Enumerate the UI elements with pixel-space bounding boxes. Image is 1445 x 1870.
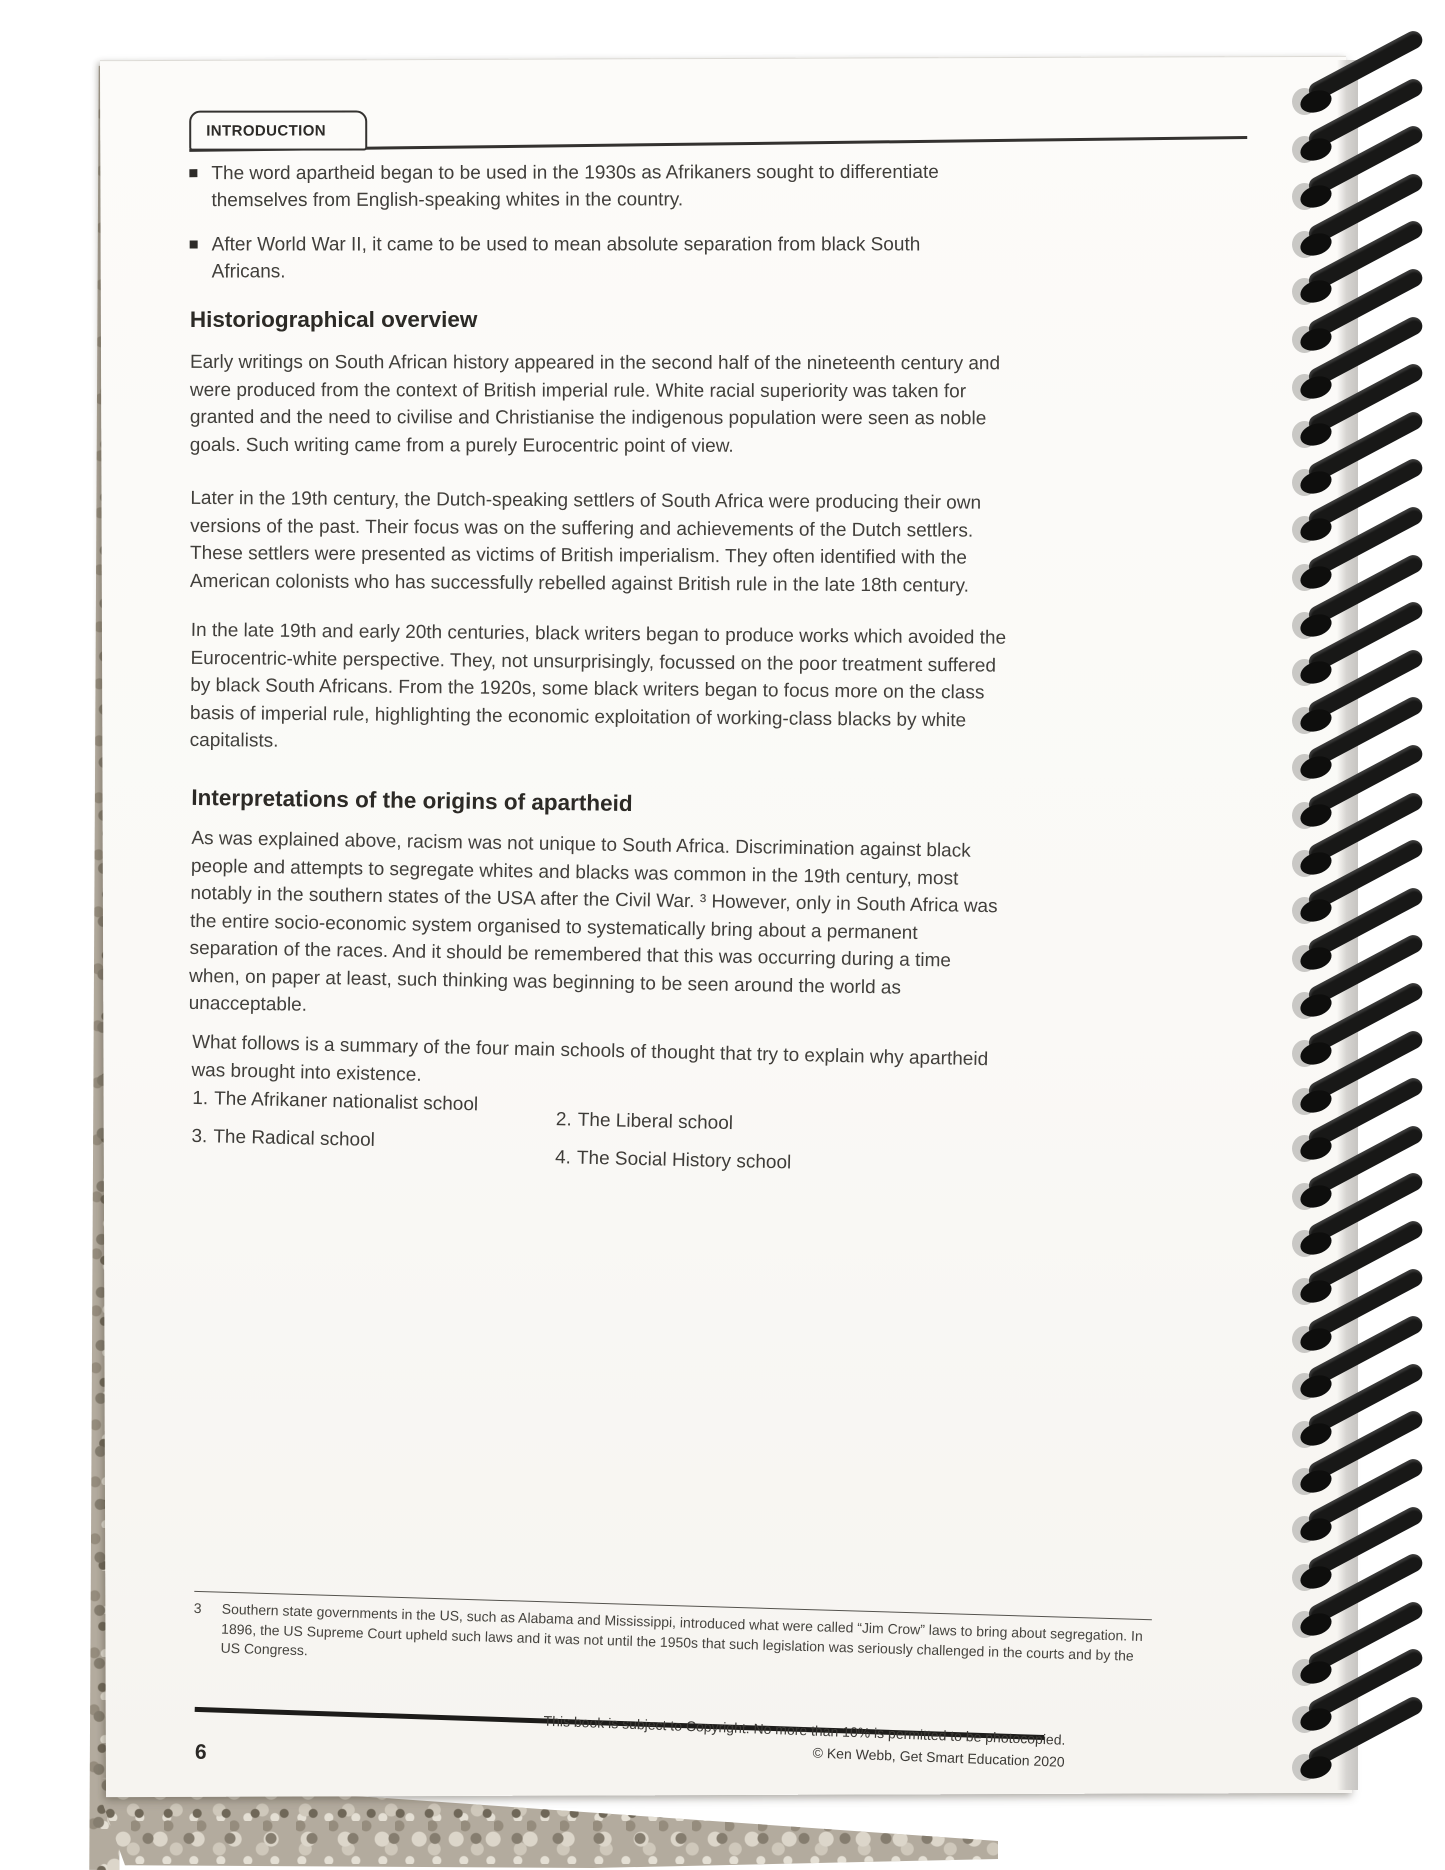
paragraph: Later in the 19th century, the Dutch-speaking settlers of South Africa were producing their own versions of the past. Their focus was on the suffering and achievements of the Dutch settlers. These settlers were presented as victims of British imperialism. They often identified with the American colonists who has successfully rebelled against British rule in the late 18th century. xyxy=(189,487,982,597)
copyright-notice xyxy=(517,1710,1066,1773)
spiral-coil xyxy=(1292,1730,1445,1790)
schools-of-thought-list xyxy=(191,1088,1113,1199)
list-number: 1. xyxy=(192,1087,209,1110)
footnote-text: Southern state governments in the US, such as Alabama and Mississippi, introduced what were called “Jim Crow” laws to bring about segregation. In 1896, the US Supreme Court upheld such laws and it was not until the 1950s that such legislation was seriously challenged in the courts and by the US Congress. xyxy=(220,1600,1143,1664)
section-heading-interpretations: Interpretations of the origins of apartheid xyxy=(191,784,633,817)
paragraph: What follows is a summary of the four main schools of thought that try to explain why apartheid was brought into existence. xyxy=(191,1031,989,1086)
list-text: The Radical school xyxy=(213,1126,376,1152)
list-number: 2. xyxy=(555,1109,573,1131)
list-number: 3. xyxy=(191,1125,208,1148)
list-item xyxy=(556,1109,734,1135)
paragraph: In the late 19th and early 20th centuries, black writers began to produce works which avoided the Eurocentric-white perspective. They, not unsurprisingly, focussed on the poor treatment suffered by black South Africans. From the 1920s, some black writers began to focus more on the class basis of imperial rule, highlighting the economic exploitation of working-class blacks by white capitalists. xyxy=(189,619,1007,752)
introduction-tab xyxy=(189,110,367,150)
list-text: The Afrikaner nationalist school xyxy=(213,1088,479,1116)
page-number: 6 xyxy=(194,1740,207,1765)
paragraph: Early writings on South African history appeared in the second half of the nineteenth century and were produced from the context of British imperial rule. White racial superiority was taken for granted and the need to civilise and Christianise the indigenous population were seen as noble goals. Such writing came from a purely Eurocentric point of view. xyxy=(189,351,1001,457)
paragraph: As was explained above, racism was not unique to South Africa. Discrimination against black people and attempts to segregate whites and blacks was common in the 19th century, most notably in the southern states of the USA after the Civil War. ³ However, only in South Africa was the entire socio-economic system organised to systematically bring about a permanent separation of the races. And it should be remembered that this was occurring during a time when, on paper at least, such thinking was beginning to be seen around the world as unacceptable. xyxy=(188,827,998,1016)
list-text: The Liberal school xyxy=(577,1109,734,1135)
bullet-text: The word apartheid began to be used in the 1930s as Afrikaners sought to differentiate themselves from English-speaking whites in the country. xyxy=(211,161,939,212)
list-text: The Social History school xyxy=(576,1147,792,1174)
square-bullet-icon xyxy=(190,241,198,249)
list-item xyxy=(192,1088,478,1116)
section-heading-historiographical-overview: Historiographical overview xyxy=(189,306,478,332)
copyright-line: This book is subject to Copyright. No more than 10% is permitted to be photocopied. xyxy=(543,1712,1066,1748)
bullet-item xyxy=(190,232,968,286)
introduction-tab-label: INTRODUCTION xyxy=(206,122,327,140)
square-bullet-icon xyxy=(189,169,197,177)
list-item xyxy=(555,1147,792,1174)
copyright-line: © Ken Webb, Get Smart Education 2020 xyxy=(812,1744,1065,1770)
book-page xyxy=(100,56,1352,1797)
list-item xyxy=(191,1126,375,1152)
bullet-item xyxy=(189,159,967,214)
bullet-text: After World War II, it came to be used to mean absolute separation from black South Africans. xyxy=(211,234,921,283)
footnote xyxy=(192,1591,1152,1686)
list-number: 4. xyxy=(554,1147,572,1169)
footnote-marker: 3 xyxy=(193,1599,202,1617)
